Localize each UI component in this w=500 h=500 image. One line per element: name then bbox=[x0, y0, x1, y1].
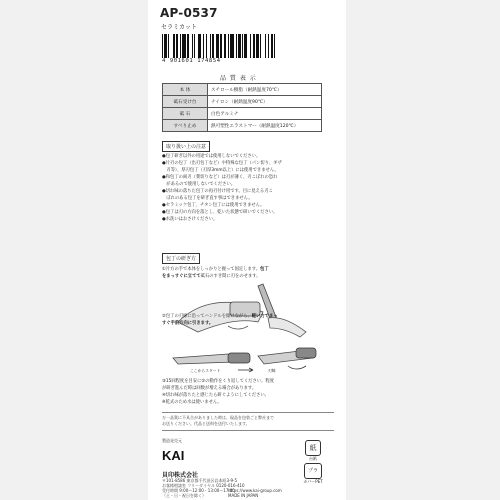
quality-value: ナイロン（耐熱温度90℃） bbox=[208, 96, 322, 108]
warranty-line-2: お送りください。代品と送料を送付いたします。 bbox=[162, 421, 250, 426]
maker-label: 製造発売元 bbox=[162, 438, 182, 443]
step-1-bold-a: 包丁 bbox=[260, 267, 269, 272]
step-1 bbox=[162, 266, 337, 280]
paper-mark-char: 紙 bbox=[305, 440, 321, 456]
quality-label: 砥石受け台 bbox=[163, 96, 208, 108]
list-item: ●セラミック包丁、チタン包丁には使用できません。 bbox=[162, 203, 265, 208]
list-item: ●片刃の包丁（出刃包丁など）や特殊な包丁（パン切り、ギザ bbox=[162, 161, 282, 166]
quality-label: 本 体 bbox=[163, 84, 208, 96]
step-2-bold-b: すぐ手前方向に引きます。 bbox=[162, 321, 214, 326]
steps-3-5 bbox=[162, 378, 337, 406]
company-name: 貝印株式会社 bbox=[162, 472, 199, 479]
step-2-bold-a: 軽い力でまっ bbox=[251, 314, 278, 319]
table-row bbox=[163, 120, 322, 132]
plastic-mark-char: プラ bbox=[304, 463, 322, 479]
table-row bbox=[163, 108, 322, 120]
table-row bbox=[163, 96, 322, 108]
handling-title: 取り扱い上の注意 bbox=[162, 141, 210, 152]
quality-table bbox=[162, 83, 322, 132]
start-label: ここからスタート bbox=[190, 368, 221, 373]
step-1-text: ①片方の手で本体をしっかりと握って固定します。 bbox=[162, 267, 261, 272]
step-3-line-2: が研ぎ進んだ時は回数が増える場合があります。 bbox=[162, 386, 257, 391]
kai-logo-text: KAI bbox=[162, 448, 185, 463]
list-item: ●包丁研ぎ以外の用途では使用しないでください。 bbox=[162, 154, 261, 159]
paper-mark-label: 台紙 bbox=[309, 456, 317, 461]
step-2 bbox=[162, 313, 337, 327]
list-item: ●水洗いはおさけください。 bbox=[162, 217, 218, 222]
sharpening-title: 包丁の研ぎ方 bbox=[162, 253, 200, 264]
quality-label: 砥 石 bbox=[163, 108, 208, 120]
knife-pull-illustration bbox=[168, 340, 318, 380]
barcode-stripe bbox=[275, 34, 277, 58]
quality-value: 熱可塑性エラストマー（耐熱温度120℃） bbox=[208, 120, 322, 132]
origin: MADE IN JAPAN bbox=[228, 493, 259, 498]
divider bbox=[162, 412, 334, 413]
warranty-line-1: 万一品質に不具合がありました時は、現品を包装ごと弊社まで bbox=[162, 415, 274, 420]
step-3-line-1: ③15回程度を目安に②の動作をくり返してください。程度 bbox=[162, 379, 274, 384]
web-line: https://www.kai-group.com bbox=[228, 488, 282, 493]
barcode bbox=[162, 34, 328, 58]
table-row bbox=[163, 84, 322, 96]
list-item: ●切れ味の落ちた包丁の再刃付け用です。目に見える刃こ bbox=[162, 189, 273, 194]
address-line: 〒101-8586 東京都千代田区岩本町3-9-5 bbox=[162, 478, 238, 483]
holiday-line: （土・日・祝日を除く） bbox=[162, 493, 206, 498]
hours-line: 受付時間 9:00〜12:00・13:00〜17:00 bbox=[162, 488, 235, 493]
blade-line-label: 刃線 bbox=[268, 368, 276, 373]
kai-logo bbox=[162, 447, 186, 463]
list-item: があるので使用しないでください。 bbox=[162, 182, 236, 187]
step-2-text: ②包丁の刃線に沿ってハンドルを傾けながら、 bbox=[162, 314, 252, 319]
list-item: ●包丁は刃の方向を落とし、乾いた状態で研いでください。 bbox=[162, 210, 278, 215]
contact-line: お客様相談室 フリーダイヤル 0120-016-410 bbox=[162, 483, 245, 488]
step-1-bold-b: をまっすぐに立てて bbox=[162, 274, 201, 279]
step-4-line: ④切れ味が落ちたと感じたら研ぐようにしてください。 bbox=[162, 393, 269, 398]
product-name: セラミカット bbox=[161, 24, 197, 31]
barcode-digits: 4 901601 174854 bbox=[162, 58, 221, 64]
divider bbox=[162, 430, 334, 431]
handling-notes bbox=[162, 153, 337, 223]
list-item: ●和包丁の両刃（菜切りなど）は刃が薄く、刃こぼれの恐れ bbox=[162, 175, 278, 180]
list-item: 刃等）、厚刃包丁（刃厚3mm以上）には使用できません。 bbox=[162, 168, 279, 173]
quality-value: スチロール樹脂（耐熱温度70℃） bbox=[208, 84, 322, 96]
hand-holding-sharpener-illustration bbox=[168, 282, 318, 338]
quality-value: 白色アルミナ bbox=[208, 108, 322, 120]
model-number: AP-0537 bbox=[160, 6, 218, 20]
plastic-mark-label: カバーPET bbox=[303, 479, 323, 484]
plastic-recycle-icon bbox=[301, 463, 325, 485]
paper-recycle-icon bbox=[304, 440, 322, 462]
step-1-rest: 砥石のすき間に刃をのせます。 bbox=[200, 274, 261, 279]
quality-label: すべり止め bbox=[163, 120, 208, 132]
quality-title: 品 質 表 示 bbox=[220, 75, 257, 82]
list-item: ぼれのある包丁を研ぎ直す事はできません。 bbox=[162, 196, 253, 201]
step-5-line: ※乾式のため水は使いません。 bbox=[162, 400, 222, 405]
